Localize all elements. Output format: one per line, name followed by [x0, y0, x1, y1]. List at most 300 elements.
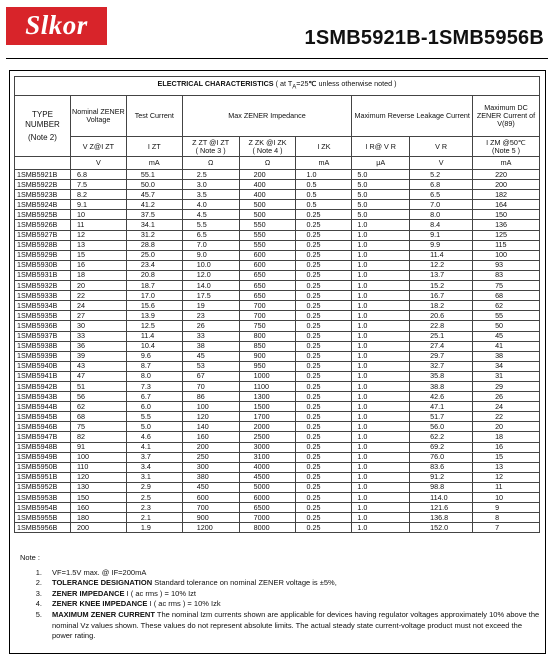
table-cell: 0.25: [296, 422, 352, 432]
table-cell: 220: [473, 170, 540, 180]
header-divider: [6, 58, 548, 59]
table-cell: 9.1: [410, 230, 473, 240]
units-blank: [15, 157, 71, 170]
note-number: 5.: [35, 609, 42, 619]
table-cell: 180: [70, 513, 126, 523]
table-cell: 100: [182, 402, 239, 412]
part-number-cell: 1SMB5943B: [15, 392, 71, 402]
table-cell: 100: [473, 250, 540, 260]
table-cell: 27.4: [410, 341, 473, 351]
sym-ir: I R@ V R: [352, 137, 410, 157]
table-cell: 45: [182, 351, 239, 361]
table-cell: 76.0: [410, 452, 473, 462]
table-cell: 1.0: [352, 351, 410, 361]
table-cell: 25.0: [126, 250, 182, 260]
table-cell: 200: [473, 180, 540, 190]
table-cell: 75: [70, 422, 126, 432]
table-cell: 14.0: [182, 281, 239, 291]
table-cell: 0.25: [296, 281, 352, 291]
note-heading: ZENER IMPEDANCE: [52, 588, 125, 598]
table-cell: 1.0: [352, 331, 410, 341]
table-cell: 121.6: [410, 503, 473, 513]
table-cell: 0.5: [296, 200, 352, 210]
table-cell: 1700: [239, 412, 296, 422]
table-cell: 950: [239, 361, 296, 371]
table-cell: 29.7: [410, 351, 473, 361]
table-cell: 0.25: [296, 301, 352, 311]
table-cell: 13: [473, 462, 540, 472]
table-cell: 0.25: [296, 351, 352, 361]
part-number-cell: 1SMB5955B: [15, 513, 71, 523]
part-number-cell: 1SMB5948B: [15, 442, 71, 452]
header-nominal-voltage: Nominal ZENER Voltage: [70, 96, 126, 137]
table-cell: 27: [70, 311, 126, 321]
table-cell: 1.0: [352, 230, 410, 240]
sym-vz: V Z@I ZT: [70, 137, 126, 157]
table-cell: 33: [182, 331, 239, 341]
table-cell: 1000: [239, 371, 296, 381]
table-cell: 6.0: [126, 402, 182, 412]
table-cell: 68: [70, 412, 126, 422]
table-cell: 12.5: [126, 321, 182, 331]
table-cell: 11: [70, 220, 126, 230]
part-number-cell: 1SMB5927B: [15, 230, 71, 240]
note-body: The nominal Izm currents shown are applicable for devices having regulator voltages approximately 10% above the nominal Vz values shown. These values do not represent absolute limits. The actual steady state current-voltage product must not exceed the power rating.: [52, 609, 540, 641]
table-cell: 31.2: [126, 230, 182, 240]
table-cell: 23.4: [126, 260, 182, 270]
table-cell: 700: [239, 311, 296, 321]
part-number-cell: 1SMB5941B: [15, 371, 71, 381]
table-cell: 41.2: [126, 200, 182, 210]
table-cell: 200: [239, 170, 296, 180]
table-cell: 1.0: [352, 301, 410, 311]
table-cell: 45: [473, 331, 540, 341]
note-item: [20, 589, 540, 600]
part-number-cell: 1SMB5953B: [15, 493, 71, 503]
table-cell: 7000: [239, 513, 296, 523]
table-cell: 160: [182, 432, 239, 442]
unit-cell: mA: [473, 157, 540, 170]
part-number-cell: 1SMB5949B: [15, 452, 71, 462]
part-number-cell: 1SMB5928B: [15, 240, 71, 250]
table-cell: 750: [239, 321, 296, 331]
table-cell: 0.25: [296, 230, 352, 240]
table-cell: 1200: [182, 523, 239, 533]
table-row: [15, 462, 540, 472]
table-cell: 0.5: [296, 180, 352, 190]
table-cell: 9.6: [126, 351, 182, 361]
unit-cell: V: [410, 157, 473, 170]
table-cell: 91: [70, 442, 126, 452]
table-cell: 15: [70, 250, 126, 260]
table-row: [15, 321, 540, 331]
table-cell: 0.25: [296, 392, 352, 402]
table-cell: 0.25: [296, 291, 352, 301]
table-cell: 6.7: [126, 392, 182, 402]
table-cell: 5.0: [126, 422, 182, 432]
table-cell: 650: [239, 270, 296, 280]
table-cell: 1.0: [296, 170, 352, 180]
part-number-cell: 1SMB5929B: [15, 250, 71, 260]
table-cell: 11.4: [126, 331, 182, 341]
table-cell: 152.0: [410, 523, 473, 533]
table-cell: 1.0: [352, 381, 410, 391]
table-cell: 9.9: [410, 240, 473, 250]
table-cell: 140: [182, 422, 239, 432]
table-cell: 12.2: [410, 260, 473, 270]
table-cell: 120: [70, 472, 126, 482]
table-cell: 32.7: [410, 361, 473, 371]
table-row: [15, 361, 540, 371]
header-type-number: TYPE NUMBER (Note 2): [15, 96, 71, 157]
table-cell: 6000: [239, 493, 296, 503]
unit-cell: Ω: [182, 157, 239, 170]
sym-vr: V R: [410, 137, 473, 157]
table-cell: 5.0: [352, 190, 410, 200]
note-number: 3.: [35, 588, 42, 598]
table-cell: 150: [473, 210, 540, 220]
table-cell: 56: [70, 392, 126, 402]
table-cell: 4.0: [182, 200, 239, 210]
table-cell: 0.25: [296, 240, 352, 250]
table-cell: 2000: [239, 422, 296, 432]
table-cell: 30: [70, 321, 126, 331]
table-cell: 3.1: [126, 472, 182, 482]
table-cell: 1.0: [352, 270, 410, 280]
table-cell: 10.0: [182, 260, 239, 270]
table-cell: 5.2: [410, 170, 473, 180]
table-cell: 47.1: [410, 402, 473, 412]
table-cell: 0.25: [296, 432, 352, 442]
table-cell: 1.0: [352, 472, 410, 482]
table-cell: 550: [239, 240, 296, 250]
table-cell: 69.2: [410, 442, 473, 452]
header-test-current: Test Current: [126, 96, 182, 137]
table-cell: 12.0: [182, 270, 239, 280]
part-number-cell: 1SMB5939B: [15, 351, 71, 361]
note-number: 4.: [35, 599, 42, 609]
table-cell: 0.25: [296, 523, 352, 533]
sym-izm: I ZM @50℃ (Note 5 ): [473, 137, 540, 157]
table-cell: 26: [473, 392, 540, 402]
table-cell: 550: [239, 220, 296, 230]
table-row: [15, 311, 540, 321]
table-cell: 0.25: [296, 442, 352, 452]
table-cell: 20: [70, 281, 126, 291]
table-cell: 22: [473, 412, 540, 422]
table-cell: 1.0: [352, 392, 410, 402]
part-number-cell: 1SMB5938B: [15, 341, 71, 351]
sym-izk: I ZK: [296, 137, 352, 157]
note-heading: TOLERANCE DESIGNATION: [52, 578, 153, 588]
table-cell: 900: [239, 351, 296, 361]
table-cell: 1.0: [352, 432, 410, 442]
part-number-cell: 1SMB5954B: [15, 503, 71, 513]
table-cell: 600: [182, 493, 239, 503]
table-row: [15, 392, 540, 402]
sym-izt: I ZT: [126, 137, 182, 157]
unit-cell: mA: [126, 157, 182, 170]
note-text: [52, 599, 540, 610]
note-body: Standard tolerance on nominal ZENER voltage is ±5%,: [152, 578, 337, 588]
note-item: [20, 610, 540, 642]
table-cell: 93: [473, 260, 540, 270]
table-cell: 5.0: [352, 170, 410, 180]
table-cell: 62.2: [410, 432, 473, 442]
table-cell: 12: [473, 472, 540, 482]
table-cell: 0.25: [296, 260, 352, 270]
table-cell: 62: [473, 301, 540, 311]
notes-list: [20, 568, 540, 642]
notes-section: [20, 553, 540, 642]
note-item: [20, 568, 540, 579]
table-row: [15, 200, 540, 210]
table-cell: 29: [473, 381, 540, 391]
table-cell: 0.5: [296, 190, 352, 200]
part-number-cell: 1SMB5935B: [15, 311, 71, 321]
table-cell: 114.0: [410, 493, 473, 503]
table-cell: 50: [473, 321, 540, 331]
table-cell: 1.0: [352, 462, 410, 472]
table-cell: 0.25: [296, 493, 352, 503]
note-text: [52, 610, 540, 642]
table-cell: 600: [239, 250, 296, 260]
table-cell: 41: [473, 341, 540, 351]
part-number-cell: 1SMB5942B: [15, 381, 71, 391]
table-cell: 1.9: [126, 523, 182, 533]
unit-cell: Ω: [239, 157, 296, 170]
table-cell: 130: [70, 482, 126, 492]
table-row: [15, 402, 540, 412]
table-body: [15, 170, 540, 533]
table-cell: 8: [473, 513, 540, 523]
table-cell: 400: [239, 190, 296, 200]
table-row: [15, 281, 540, 291]
table-cell: 800: [239, 331, 296, 341]
table-cell: 200: [182, 442, 239, 452]
table-cell: 16: [473, 442, 540, 452]
table-cell: 0.25: [296, 270, 352, 280]
part-number-cell: 1SMB5945B: [15, 412, 71, 422]
table-cell: 4000: [239, 462, 296, 472]
table-cell: 8.0: [126, 371, 182, 381]
table-cell: 38.8: [410, 381, 473, 391]
table-cell: 83.6: [410, 462, 473, 472]
table-cell: 20.8: [126, 270, 182, 280]
table-cell: 0.25: [296, 402, 352, 412]
table-row: [15, 170, 540, 180]
table-row: [15, 240, 540, 250]
table-cell: 9.1: [70, 200, 126, 210]
table-cell: 2.3: [126, 503, 182, 513]
table-cell: 7.0: [182, 240, 239, 250]
table-cell: 10: [70, 210, 126, 220]
note-number: 1.: [35, 567, 42, 577]
table-cell: 0.25: [296, 482, 352, 492]
table-cell: 22: [70, 291, 126, 301]
unit-cell: μA: [352, 157, 410, 170]
brand-logo: Slkor: [25, 10, 88, 40]
part-number-cell: 1SMB5932B: [15, 281, 71, 291]
note-item: [20, 599, 540, 610]
table-cell: 110: [70, 462, 126, 472]
table-cell: 53: [182, 361, 239, 371]
sym-zzk: Z ZK @I ZK ( Note 4 ): [239, 137, 296, 157]
table-cell: 20.6: [410, 311, 473, 321]
table-cell: 1.0: [352, 260, 410, 270]
table-row: [15, 341, 540, 351]
part-number-cell: 1SMB5930B: [15, 260, 71, 270]
table-cell: 1.0: [352, 493, 410, 503]
table-cell: 5.0: [352, 200, 410, 210]
table-cell: 34: [473, 361, 540, 371]
table-cell: 0.25: [296, 331, 352, 341]
table-cell: 18: [473, 432, 540, 442]
table-cell: 7.0: [410, 200, 473, 210]
table-cell: 16: [70, 260, 126, 270]
note-body: VF=1.5V max. @ IF=200mA: [52, 567, 147, 577]
table-cell: 250: [182, 452, 239, 462]
table-row: [15, 291, 540, 301]
table-cell: 1.0: [352, 250, 410, 260]
part-number-cell: 1SMB5924B: [15, 200, 71, 210]
table-cell: 0.25: [296, 381, 352, 391]
table-cell: 62: [70, 402, 126, 412]
part-number-cell: 1SMB5925B: [15, 210, 71, 220]
table-cell: 1300: [239, 392, 296, 402]
table-cell: 16.7: [410, 291, 473, 301]
notes-title: Note :: [20, 553, 41, 562]
table-cell: 1.0: [352, 361, 410, 371]
table-cell: 39: [70, 351, 126, 361]
table-cell: 56.0: [410, 422, 473, 432]
table-cell: 5.0: [352, 180, 410, 190]
table-cell: 0.25: [296, 341, 352, 351]
unit-cell: mA: [296, 157, 352, 170]
unit-cell: V: [70, 157, 126, 170]
table-cell: 850: [239, 341, 296, 351]
table-cell: 7.5: [70, 180, 126, 190]
caption-main: ELECTRICAL CHARACTERISTICS: [157, 79, 274, 89]
table-caption: [15, 77, 540, 96]
table-row: [15, 331, 540, 341]
table-cell: 4.1: [126, 442, 182, 452]
table-cell: 0.25: [296, 321, 352, 331]
table-cell: 1.0: [352, 341, 410, 351]
table-row: [15, 270, 540, 280]
part-number-cell: 1SMB5947B: [15, 432, 71, 442]
table-cell: 4.6: [126, 432, 182, 442]
part-number-cell: 1SMB5956B: [15, 523, 71, 533]
table-cell: 500: [239, 210, 296, 220]
table-cell: 25.1: [410, 331, 473, 341]
note-body: I ( ac rms ) = 10% Izk: [147, 599, 221, 609]
table-cell: 0.25: [296, 250, 352, 260]
table-cell: 1.0: [352, 482, 410, 492]
table-row: [15, 493, 540, 503]
table-cell: 5.0: [352, 210, 410, 220]
table-cell: 51.7: [410, 412, 473, 422]
table-cell: 0.25: [296, 220, 352, 230]
table-cell: 3000: [239, 442, 296, 452]
note-text: [52, 568, 540, 579]
table-cell: 0.25: [296, 503, 352, 513]
table-cell: 42.6: [410, 392, 473, 402]
table-cell: 8.4: [410, 220, 473, 230]
table-cell: 1.0: [352, 452, 410, 462]
table-row: [15, 371, 540, 381]
table-row: [15, 513, 540, 523]
table-cell: 164: [473, 200, 540, 210]
table-cell: 1100: [239, 381, 296, 391]
table-cell: 0.25: [296, 452, 352, 462]
table-cell: 17.0: [126, 291, 182, 301]
table-cell: 7.3: [126, 381, 182, 391]
table-cell: 150: [70, 493, 126, 503]
table-cell: 0.25: [296, 513, 352, 523]
table-row: [15, 412, 540, 422]
part-number-cell: 1SMB5952B: [15, 482, 71, 492]
table-cell: 700: [182, 503, 239, 513]
note-text: [52, 589, 540, 600]
table-row: [15, 381, 540, 391]
table-cell: 450: [182, 482, 239, 492]
table-cell: 31: [473, 371, 540, 381]
table-row: [15, 503, 540, 513]
table-cell: 67: [182, 371, 239, 381]
table-cell: 2.5: [126, 493, 182, 503]
table-cell: 380: [182, 472, 239, 482]
table-cell: 300: [182, 462, 239, 472]
table-cell: 1.0: [352, 513, 410, 523]
table-cell: 1.0: [352, 503, 410, 513]
table-cell: 7: [473, 523, 540, 533]
table-cell: 13.7: [410, 270, 473, 280]
part-number-cell: 1SMB5921B: [15, 170, 71, 180]
table-cell: 1.0: [352, 402, 410, 412]
part-number-cell: 1SMB5946B: [15, 422, 71, 432]
table-cell: 34.1: [126, 220, 182, 230]
part-number-cell: 1SMB5931B: [15, 270, 71, 280]
table-cell: 24: [70, 301, 126, 311]
table-cell: 3.5: [182, 190, 239, 200]
table-cell: 1.0: [352, 220, 410, 230]
table-cell: 3100: [239, 452, 296, 462]
part-number-cell: 1SMB5950B: [15, 462, 71, 472]
table-cell: 15.2: [410, 281, 473, 291]
table-cell: 1.0: [352, 422, 410, 432]
note-item: [20, 578, 540, 589]
table-cell: 600: [239, 260, 296, 270]
table-cell: 8.0: [410, 210, 473, 220]
table-cell: 55.1: [126, 170, 182, 180]
table-cell: 17.5: [182, 291, 239, 301]
table-cell: 8000: [239, 523, 296, 533]
table-row: [15, 523, 540, 533]
table-cell: 3.4: [126, 462, 182, 472]
table-cell: 45.7: [126, 190, 182, 200]
table-cell: 18.7: [126, 281, 182, 291]
table-cell: 6.8: [70, 170, 126, 180]
table-cell: 8.2: [70, 190, 126, 200]
part-number-cell: 1SMB5933B: [15, 291, 71, 301]
table-cell: 68: [473, 291, 540, 301]
note-heading: ZENER KNEE IMPEDANCE: [52, 599, 148, 609]
table-cell: 8.7: [126, 361, 182, 371]
table-cell: 100: [70, 452, 126, 462]
table-cell: 1.0: [352, 321, 410, 331]
table-row: [15, 442, 540, 452]
